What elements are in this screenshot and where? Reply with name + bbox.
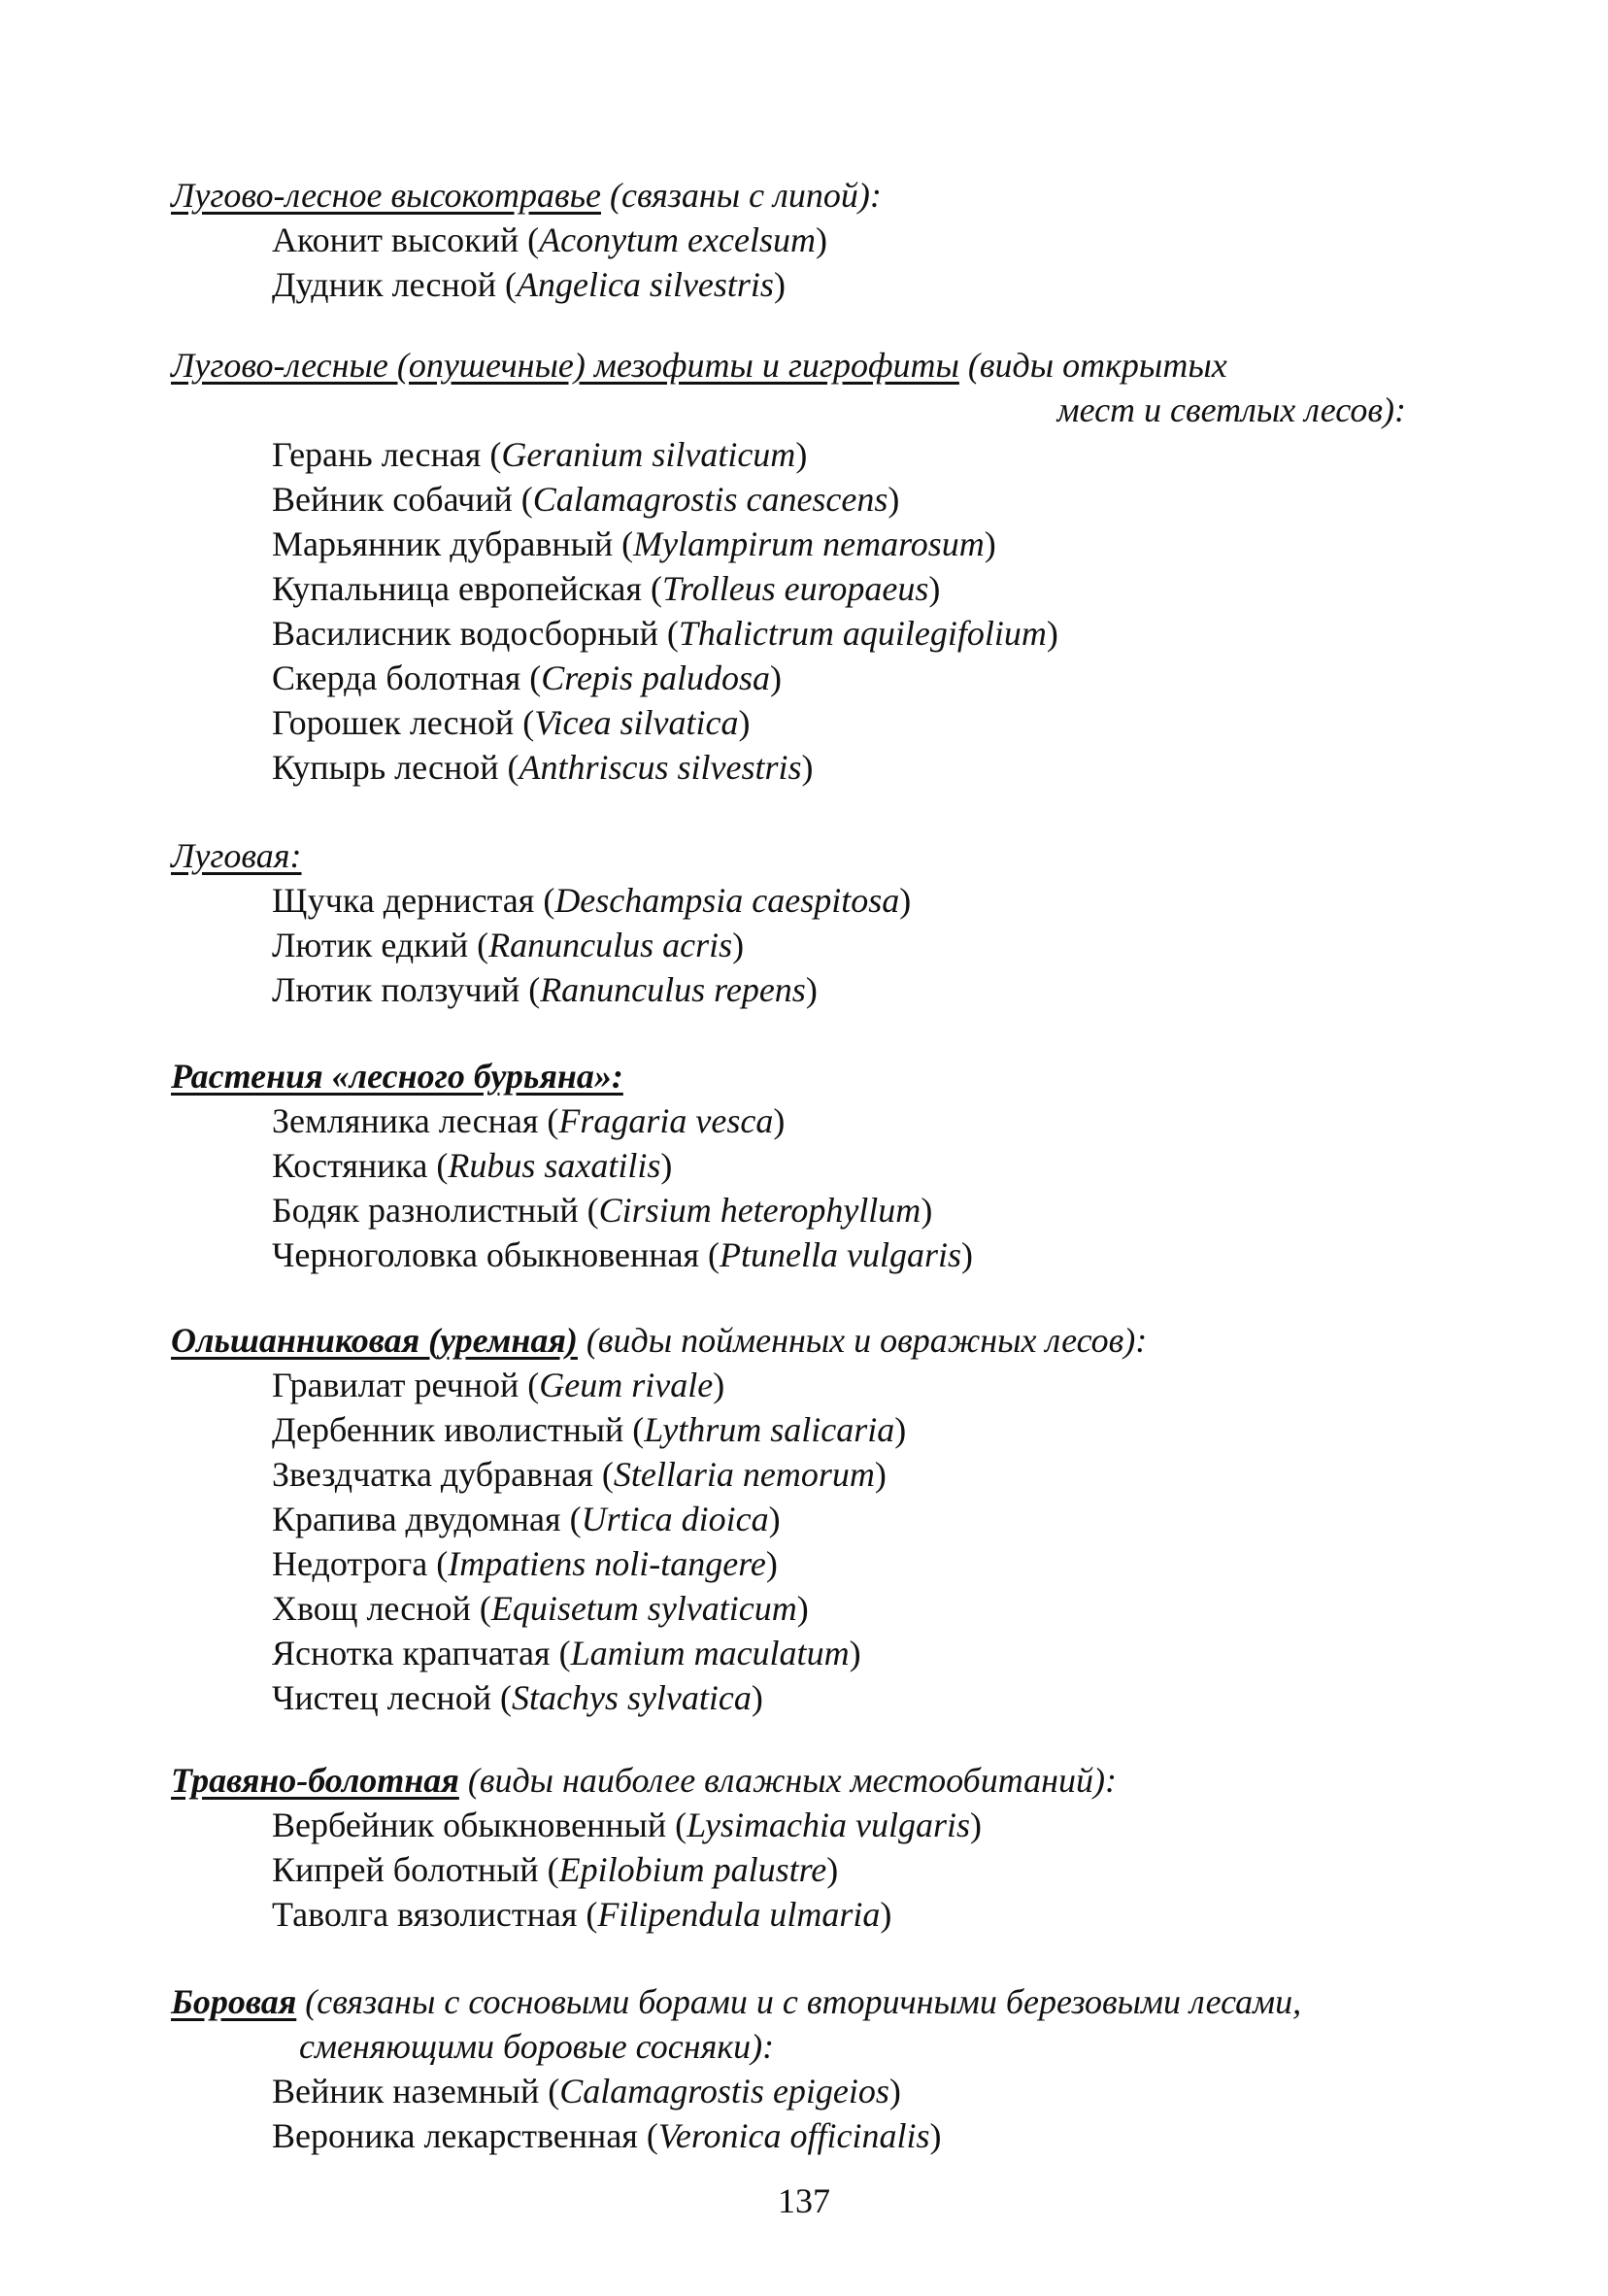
species-name: Купальница европейская <box>272 569 642 608</box>
section-meadow <box>171 833 1462 1012</box>
list-item: Щучка дернистая (Deschampsia caespitosa) <box>272 881 912 920</box>
species-latin: Lythrum salicaria <box>644 1410 895 1449</box>
species-name: Бодяк разнолистный <box>272 1191 579 1230</box>
list-item: Аконит высокий (Aconytum excelsum) <box>272 220 827 259</box>
species-list <box>171 1363 1462 1720</box>
list-item: Гравилат речной (Geum rivale) <box>272 1366 725 1404</box>
species-name: Аконит высокий <box>272 220 519 259</box>
species-name: Герань лесная <box>272 435 482 474</box>
species-list <box>171 1098 1462 1277</box>
species-name: Вейник наземный <box>272 2072 540 2110</box>
species-latin: Stellaria nemorum <box>613 1455 875 1494</box>
species-latin: Vicea silvatica <box>534 703 739 742</box>
list-item: Черноголовка обыкновенная (Ptunella vulgaris) <box>272 1235 973 1274</box>
species-name: Недотрога <box>272 1544 428 1583</box>
section-meadow-forest-mesophytes <box>171 343 1462 790</box>
section-alder-floodplain <box>171 1318 1462 1720</box>
list-item: Лютик едкий (Ranunculus acris) <box>272 926 745 964</box>
species-name: Хвощ лесной <box>272 1589 471 1628</box>
species-latin: Calamagrostis epigeios <box>559 2072 889 2110</box>
species-latin: Urtica dioica <box>581 1500 769 1538</box>
section-title: Боровая <box>171 1982 297 2021</box>
species-name: Костяника <box>272 1146 428 1185</box>
species-latin: Ranunculus repens <box>540 970 806 1009</box>
list-item: Яснотка крапчатая (Lamium maculatum) <box>272 1634 861 1672</box>
species-list <box>171 218 1462 307</box>
list-item: Недотрога (Impatiens noli-tangere) <box>272 1544 778 1583</box>
species-latin: Mylampirum nemarosum <box>633 524 985 563</box>
list-item: Вейник собачий (Calamagrostis canescens) <box>272 480 900 519</box>
list-item: Купырь лесной (Anthriscus silvestris) <box>272 748 814 787</box>
species-latin: Epilobium palustre <box>558 1850 827 1889</box>
species-list <box>171 432 1462 790</box>
section-note-continued: сменяющими боровые сосняки): <box>299 2027 775 2066</box>
list-item: Звездчатка дубравная (Stellaria nemorum) <box>272 1455 887 1494</box>
species-latin: Thalictrum aquilegifolium <box>678 614 1047 653</box>
section-title: Луговая: <box>171 836 302 875</box>
list-item: Вербейник обыкновенный (Lysimachia vulgaris) <box>272 1806 983 1844</box>
section-title: Лугово-лесные (опушечные) мезофиты и гигрофиты <box>171 346 959 385</box>
species-list <box>171 2069 1462 2158</box>
species-name: Василисник водосборный <box>272 614 658 653</box>
species-latin: Anthriscus silvestris <box>519 748 802 787</box>
species-name: Дербенник иволистный <box>272 1410 624 1449</box>
section-title: Травяно-болотная <box>171 1761 459 1800</box>
section-meadow-forest-tall-herbs <box>171 173 1462 307</box>
species-list <box>171 1803 1462 1937</box>
page-number: 137 <box>778 2181 830 2220</box>
list-item: Марьянник дубравный (Mylampirum nemarosum) <box>272 524 996 563</box>
species-latin: Lamium maculatum <box>570 1634 850 1672</box>
list-item: Крапива двудомная (Urtica dioica) <box>272 1500 781 1538</box>
species-latin: Lysimachia vulgaris <box>687 1806 971 1844</box>
section-note: (связаны с липой): <box>610 176 882 215</box>
species-name: Горошек лесной <box>272 703 515 742</box>
species-latin: Ptunella vulgaris <box>720 1235 961 1274</box>
section-grass-swamp <box>171 1758 1462 1937</box>
species-name: Скерда болотная <box>272 658 521 697</box>
section-title: Ольшанниковая (уремная) <box>171 1321 578 1360</box>
species-name: Лютик едкий <box>272 926 469 964</box>
species-latin: Fragaria vesca <box>558 1101 774 1140</box>
species-latin: Crepis paludosa <box>541 658 770 697</box>
species-name: Дудник лесной <box>272 265 496 304</box>
species-latin: Stachys sylvatica <box>511 1678 752 1717</box>
species-latin: Rubus saxatilis <box>448 1146 661 1185</box>
species-latin: Impatiens noli-tangere <box>448 1544 766 1583</box>
section-note: (связаны с сосновыми борами и с вторичными березовыми лесами, <box>305 1982 1302 2021</box>
species-name: Яснотка крапчатая <box>272 1634 551 1672</box>
list-item: Василисник водосборный (Thalictrum aquilegifolium) <box>272 614 1058 653</box>
list-item: Чистец лесной (Stachys sylvatica) <box>272 1678 763 1717</box>
species-name: Таволга вязолистная <box>272 1895 578 1934</box>
species-name: Кипрей болотный <box>272 1850 539 1889</box>
species-latin: Veronica officinalis <box>657 2116 930 2155</box>
species-latin: Equisetum sylvaticum <box>490 1589 797 1628</box>
section-pine-forest <box>171 1979 1462 2158</box>
section-note-continued: мест и светлых лесов): <box>1056 390 1406 429</box>
species-name: Чистец лесной <box>272 1678 491 1717</box>
list-item: Скерда болотная (Crepis paludosa) <box>272 658 782 697</box>
species-latin: Cirsium heterophyllum <box>598 1191 921 1230</box>
list-item: Бодяк разнолистный (Cirsium heterophyllum) <box>272 1191 933 1230</box>
species-name: Вероника лекарственная <box>272 2116 638 2155</box>
list-item: Купальница европейская (Trolleus europaeus) <box>272 569 941 608</box>
species-latin: Angelica silvestris <box>516 265 774 304</box>
species-name: Черноголовка обыкновенная <box>272 1235 700 1274</box>
list-item: Вейник наземный (Calamagrostis epigeios) <box>272 2072 901 2110</box>
list-item: Вероника лекарственная (Veronica officinalis) <box>272 2116 942 2155</box>
species-name: Лютик ползучий <box>272 970 520 1009</box>
list-item: Герань лесная (Geranium silvaticum) <box>272 435 808 474</box>
species-latin: Aconytum excelsum <box>539 220 816 259</box>
section-note: (виды пойменных и овражных лесов): <box>586 1321 1148 1360</box>
species-name: Купырь лесной <box>272 748 499 787</box>
species-name: Щучка дернистая <box>272 881 535 920</box>
list-item: Дербенник иволистный (Lythrum salicaria) <box>272 1410 907 1449</box>
section-title: Лугово-лесное высокотравье <box>171 176 602 215</box>
species-latin: Geranium silvaticum <box>501 435 796 474</box>
species-latin: Filipendula ulmaria <box>597 1895 881 1934</box>
species-name: Марьянник дубравный <box>272 524 614 563</box>
species-latin: Trolleus europaeus <box>661 569 929 608</box>
species-name: Крапива двудомная <box>272 1500 561 1538</box>
species-latin: Deschampsia caespitosa <box>554 881 900 920</box>
species-latin: Geum rivale <box>539 1366 714 1404</box>
species-list <box>171 878 1462 1012</box>
species-name: Земляника лесная <box>272 1101 539 1140</box>
list-item: Дудник лесной (Angelica silvestris) <box>272 265 786 304</box>
list-item: Таволга вязолистная (Filipendula ulmaria) <box>272 1895 892 1934</box>
list-item: Кипрей болотный (Epilobium palustre) <box>272 1850 839 1889</box>
list-item: Хвощ лесной (Equisetum sylvaticum) <box>272 1589 809 1628</box>
section-note: (виды открытых <box>967 346 1227 385</box>
species-latin: Ranunculus acris <box>488 926 733 964</box>
species-name: Вербейник обыкновенный <box>272 1806 667 1844</box>
section-title: Растения «лесного бурьяна»: <box>171 1057 623 1096</box>
list-item: Костяника (Rubus saxatilis) <box>272 1146 673 1185</box>
species-name: Звездчатка дубравная <box>272 1455 593 1494</box>
section-note: (виды наиболее влажных местообитаний): <box>467 1761 1118 1800</box>
list-item: Горошек лесной (Vicea silvatica) <box>272 703 751 742</box>
species-latin: Calamagrostis canescens <box>532 480 888 519</box>
section-forest-weeds <box>171 1054 1462 1277</box>
list-item: Лютик ползучий (Ranunculus repens) <box>272 970 818 1009</box>
list-item: Земляника лесная (Fragaria vesca) <box>272 1101 786 1140</box>
species-name: Вейник собачий <box>272 480 513 519</box>
species-name: Гравилат речной <box>272 1366 519 1404</box>
